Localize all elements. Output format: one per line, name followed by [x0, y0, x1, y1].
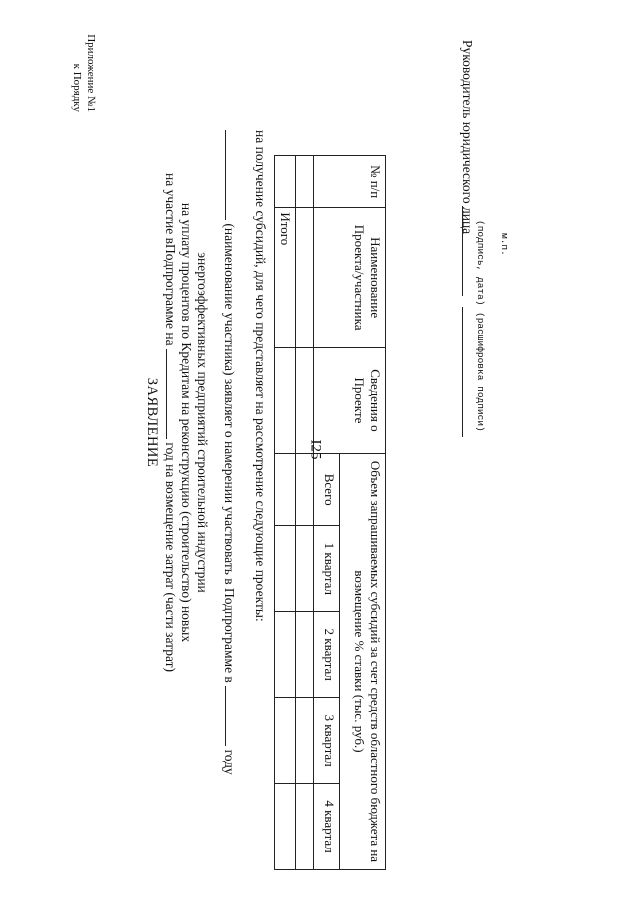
table-cell: [296, 453, 314, 525]
table-cell: [296, 612, 314, 698]
total-label: Итого: [275, 208, 296, 348]
statement-line-1-b: году: [222, 749, 237, 775]
table-cell: [296, 698, 314, 784]
projects-table: [274, 155, 386, 870]
table-cell: [275, 453, 296, 525]
title-line-1: [162, 0, 178, 875]
signer-label: Руководитель юридического лица: [460, 40, 475, 235]
table-cell: [296, 156, 314, 208]
program-year-blank-line: [225, 686, 227, 746]
table-cell: [275, 784, 296, 870]
signature-caption: (подпись, дата): [475, 220, 486, 306]
table-cell: [296, 347, 314, 453]
table-cell: [275, 698, 296, 784]
year-blank-line: [166, 349, 168, 439]
page-number: I25: [307, 439, 324, 460]
table-cell: [275, 156, 296, 208]
header-project-info: Сведения о Проекте: [314, 347, 386, 453]
table-row: [296, 156, 314, 870]
table-cell: [296, 208, 314, 348]
name-decoding-line: [462, 307, 464, 437]
header-project-name: Наименование Проекта/участника: [314, 208, 386, 348]
appendix-line-2: к Порядку: [71, 63, 83, 112]
table-cell: [296, 784, 314, 870]
table-header-row: [340, 156, 386, 870]
title-line-1-a: на участие вПодпрограмме на: [163, 172, 178, 346]
header-total: Всего: [314, 453, 340, 525]
header-q2: 2 квартал: [314, 612, 340, 698]
title-line-2: на уплату процентов по Кредитам на реконструкцию (строительство) новых: [179, 202, 194, 643]
header-q3: 3 квартал: [314, 698, 340, 784]
appendix-reference: [70, 0, 98, 112]
table-total-row: [275, 156, 296, 870]
statement-line-1-a: (наименование участника) заявляет о намерении участвовать в Подпрограмме в: [222, 223, 237, 683]
table-cell: [275, 526, 296, 612]
stamp-placeholder: м.п.: [499, 233, 510, 256]
page-number-wrap: [305, 440, 325, 458]
header-number: № п/п: [314, 156, 386, 208]
title-line-1-b: год на возмещение затрат (части затрат): [163, 442, 178, 672]
header-subsidy-volume: Объем запрашиваемых субсидий за счет средств областного бюджета на возмещение % ставки (тыс. руб.): [340, 453, 386, 869]
document-title: ЗАЯВЛЕНИЕ: [144, 377, 160, 468]
statement-line-2: на получение субсидий, для чего представляет на рассмотрение следующие проекты:: [253, 130, 268, 622]
table-cell: [275, 347, 296, 453]
statement-line-1: [221, 130, 237, 775]
name-decoding-caption: (расшифровка подписи): [475, 312, 486, 432]
header-q1: 1 квартал: [314, 526, 340, 612]
table-cell: [296, 526, 314, 612]
signature-line: [462, 206, 464, 296]
title-line-3: энергоэффективных предприятий строительной индустрии: [195, 252, 210, 593]
appendix-line-1: Приложение №1: [85, 34, 97, 112]
header-q4: 4 квартал: [314, 784, 340, 870]
table-cell: [275, 612, 296, 698]
participant-blank-line: [225, 130, 227, 220]
